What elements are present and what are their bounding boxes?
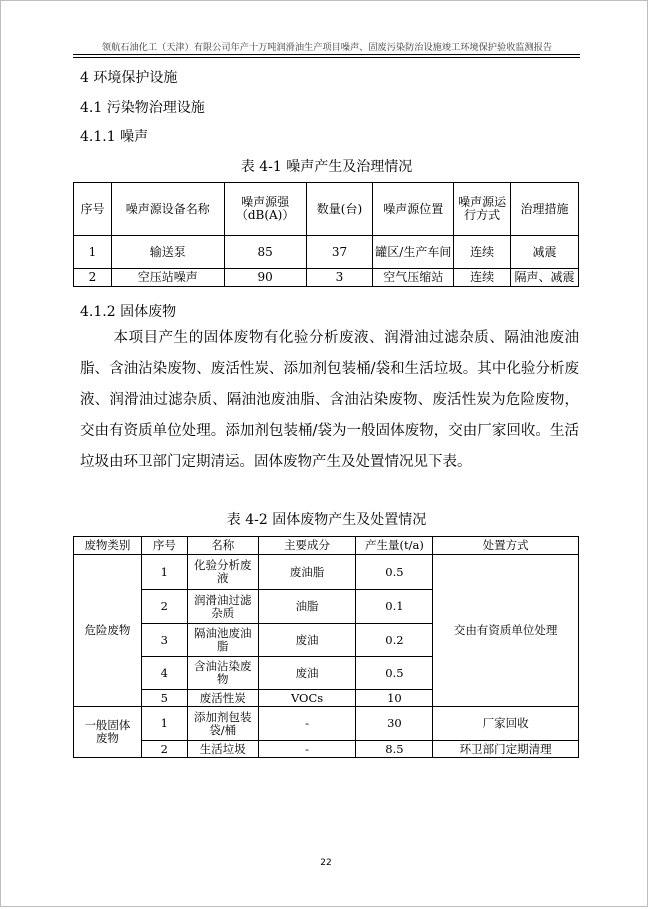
cell: 1 [74, 236, 112, 269]
paragraph-text: 本项目产生的固体废物有化验分析废液、润滑油过滤杂质、隔油池废油脂、含油沾染废物、废活性炭、添加剂包装桶/袋和生活垃圾。其中化验分析废液、润滑油过滤杂质、隔油池废油脂、含油沾染废物、废活性炭为危险废物，交由有资质单位处理。添加剂包装桶/袋为一般固体废物，交由厂家回收。生活垃圾由环卫部门定期清运。固体废物产生及处置情况见下表。 [80, 330, 579, 470]
section-heading-4-1: 4.1 污染物治理设施 [80, 100, 205, 116]
cell: 润滑油过滤杂质 [187, 590, 258, 624]
running-header: 领航石油化工（天津）有限公司年产十万吨润滑油生产项目噪声、固废污染防治设施竣工环境保护验收监测报告 [101, 42, 553, 53]
body-paragraph [80, 323, 579, 478]
cell: 隔油池废油脂 [187, 624, 258, 657]
cell: 4 [141, 657, 187, 690]
disposal-cell: 交由有资质单位处理 [433, 555, 579, 707]
table-row [74, 555, 579, 590]
cell: 废油 [258, 657, 356, 690]
cell: 罐区/生产车间 [373, 236, 454, 269]
cell: 2 [74, 269, 112, 287]
section-heading-4-1-2: 4.1.2 固体废物 [80, 304, 177, 320]
table-row [74, 269, 579, 287]
header-cell: 序号 [74, 183, 112, 236]
cell: 3 [306, 269, 373, 287]
header-rule-thin [73, 57, 580, 58]
header-cell: 产生量(t/a) [356, 537, 433, 555]
cell: 0.2 [356, 624, 433, 657]
cell: 废活性炭 [187, 690, 258, 707]
cell: 输送泵 [111, 236, 224, 269]
cell: 添加剂包装袋/桶 [187, 707, 258, 741]
table-row [74, 236, 579, 269]
noise-table [73, 182, 579, 287]
header-cell: 序号 [141, 537, 187, 555]
section-heading-4-1-1: 4.1.1 噪声 [80, 129, 149, 145]
cell: 0.5 [356, 555, 433, 590]
cell: 37 [306, 236, 373, 269]
cell: 生活垃圾 [187, 741, 258, 758]
cell: 5 [141, 690, 187, 707]
cell: 含油沾染废物 [187, 657, 258, 690]
category-cell: 一般固体废物 [74, 707, 142, 758]
table1-caption: 表 4-1 噪声产生及治理情况 [240, 159, 413, 175]
cell: 减震 [511, 236, 579, 269]
cell: 30 [356, 707, 433, 741]
header-cell: 数量(台) [306, 183, 373, 236]
cell: 0.5 [356, 657, 433, 690]
header-cell: 噪声源运行方式 [454, 183, 511, 236]
cell: 连续 [454, 236, 511, 269]
cell: - [258, 707, 356, 741]
header-cell: 噪声源强（dB(A)） [224, 183, 306, 236]
cell: 空压站噪声 [111, 269, 224, 287]
cell: 85 [224, 236, 306, 269]
cell: VOCs [258, 690, 356, 707]
cell: 1 [141, 707, 187, 741]
table-row [74, 707, 579, 741]
table2-caption: 表 4-2 固体废物产生及处置情况 [226, 512, 427, 528]
header-cell: 噪声源位置 [373, 183, 454, 236]
cell: - [258, 741, 356, 758]
header-rule-thick [73, 54, 580, 55]
cell: 废油 [258, 624, 356, 657]
table-row [74, 741, 579, 758]
cell: 0.1 [356, 590, 433, 624]
header-cell: 治理措施 [511, 183, 579, 236]
cell: 8.5 [356, 741, 433, 758]
cell: 环卫部门定期清理 [433, 741, 579, 758]
cell: 化验分析废液 [187, 555, 258, 590]
header-cell: 噪声源设备名称 [111, 183, 224, 236]
cell: 10 [356, 690, 433, 707]
section-heading-4: 4 环境保护设施 [80, 70, 178, 86]
cell: 废油脂 [258, 555, 356, 590]
cell: 空气压缩站 [373, 269, 454, 287]
solid-waste-table [73, 536, 579, 758]
cell: 1 [141, 555, 187, 590]
header-cell: 主要成分 [258, 537, 356, 555]
table-header-row [74, 537, 579, 555]
cell: 油脂 [258, 590, 356, 624]
cell: 90 [224, 269, 306, 287]
table-header-row [74, 183, 579, 236]
category-cell: 危险废物 [74, 555, 142, 707]
cell: 连续 [454, 269, 511, 287]
cell: 3 [141, 624, 187, 657]
cell: 隔声、减震 [511, 269, 579, 287]
cell: 2 [141, 590, 187, 624]
cell: 厂家回收 [433, 707, 579, 741]
header-cell: 废物类别 [74, 537, 142, 555]
cell: 2 [141, 741, 187, 758]
page-number: 22 [320, 858, 332, 868]
header-cell: 名称 [187, 537, 258, 555]
header-cell: 处置方式 [433, 537, 579, 555]
